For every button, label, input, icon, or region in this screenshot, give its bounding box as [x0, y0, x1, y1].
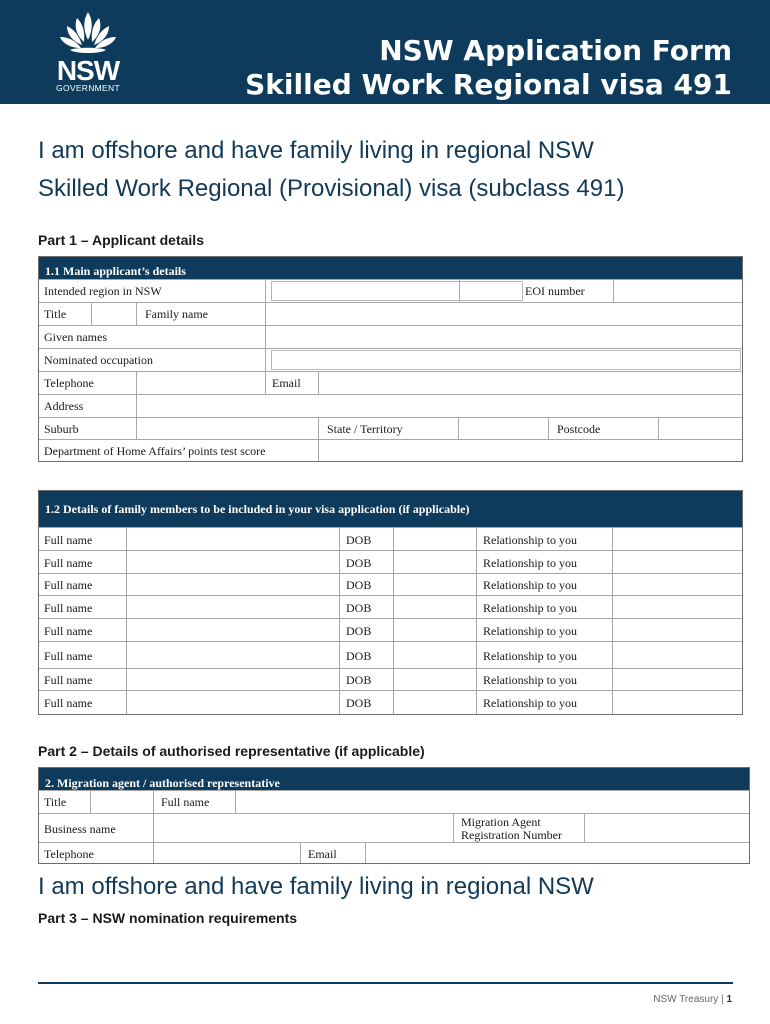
full-name-input[interactable]: [126, 691, 127, 714]
dob-input[interactable]: [393, 528, 394, 550]
full-name-input[interactable]: [126, 619, 127, 641]
page-number: 1: [726, 994, 732, 1005]
family-member-row: [39, 550, 742, 573]
section-header: 2. Migration agent / authorised representative: [39, 768, 749, 790]
form-row: [39, 279, 742, 302]
business-name-label: Business name: [44, 822, 116, 836]
full-name-label: Full name: [44, 578, 93, 592]
marn-label-line2: Registration Number: [461, 828, 562, 842]
form-row: [39, 417, 742, 439]
waratah-icon: [48, 10, 128, 58]
full-name-label: Full name: [44, 556, 93, 570]
full-name-label: Full name: [44, 601, 93, 615]
relationship-input[interactable]: [612, 619, 613, 641]
rep-title-label: Title: [44, 795, 67, 809]
business-name-input[interactable]: [153, 814, 154, 842]
intended-region-input[interactable]: [271, 281, 523, 301]
rep-full-name-label: Full name: [161, 795, 210, 809]
page-heading: I am offshore and have family living in regional NSW: [38, 137, 594, 164]
logo-wordmark: NSW: [56, 55, 120, 86]
part1-title: Part 1 – Applicant details: [38, 232, 204, 248]
form-row: [39, 325, 742, 348]
nominated-occupation-input[interactable]: [271, 350, 741, 370]
main-applicant-form: [38, 256, 743, 462]
visa-heading: Skilled Work Regional (Provisional) visa (subclass 491): [38, 175, 625, 202]
full-name-input[interactable]: [126, 642, 127, 668]
family-member-row: [39, 618, 742, 641]
telephone-input[interactable]: [136, 372, 137, 394]
nominated-occupation-label: Nominated occupation: [44, 353, 153, 367]
marn-label-line1: Migration Agent: [461, 815, 541, 829]
relationship-input[interactable]: [612, 596, 613, 618]
rep-email-label: Email: [308, 847, 337, 861]
relationship-label: Relationship to you: [483, 673, 577, 687]
relationship-label: Relationship to you: [483, 696, 577, 710]
title-label: Title: [44, 307, 67, 321]
postcode-input[interactable]: [658, 418, 659, 439]
family-member-row: [39, 527, 742, 550]
full-name-input[interactable]: [126, 596, 127, 618]
eoi-number-input[interactable]: [613, 280, 614, 302]
dob-label: DOB: [346, 624, 372, 638]
section-header: 1.2 Details of family members to be included in your visa application (if applicable): [39, 491, 742, 527]
dob-label: DOB: [346, 696, 372, 710]
authorised-representative-form: [38, 767, 750, 864]
address-label: Address: [44, 399, 84, 413]
given-names-input[interactable]: [265, 326, 266, 348]
intended-region-label: Intended region in NSW: [44, 284, 162, 298]
dob-input[interactable]: [393, 669, 394, 690]
full-name-input[interactable]: [126, 574, 127, 595]
relationship-label: Relationship to you: [483, 649, 577, 663]
family-member-row: [39, 595, 742, 618]
rep-full-name-input[interactable]: [235, 791, 236, 813]
relationship-input[interactable]: [612, 669, 613, 690]
relationship-input[interactable]: [612, 574, 613, 595]
title-input[interactable]: [91, 303, 92, 325]
relationship-label: Relationship to you: [483, 556, 577, 570]
eoi-number-label: EOI number: [525, 284, 585, 298]
suburb-label: Suburb: [44, 422, 79, 436]
address-input[interactable]: [136, 395, 137, 417]
family-name-label: Family name: [145, 307, 208, 321]
rep-telephone-input[interactable]: [153, 843, 154, 863]
full-name-input[interactable]: [126, 551, 127, 573]
family-member-row: [39, 573, 742, 595]
marn-input[interactable]: [584, 814, 585, 842]
state-label: State / Territory: [327, 422, 403, 436]
form-row: [39, 813, 749, 842]
dob-label: DOB: [346, 556, 372, 570]
dob-input[interactable]: [393, 551, 394, 573]
footer-rule: [38, 982, 733, 984]
family-member-row: [39, 668, 742, 690]
rep-title-input[interactable]: [90, 791, 91, 813]
form-row: [39, 302, 742, 325]
family-member-row: [39, 690, 742, 714]
family-member-row: [39, 641, 742, 668]
full-name-input[interactable]: [126, 528, 127, 550]
footer-text: NSW Treasury |: [653, 994, 724, 1005]
relationship-input[interactable]: [612, 551, 613, 573]
relationship-label: Relationship to you: [483, 533, 577, 547]
form-row: [39, 371, 742, 394]
page-header: [0, 0, 770, 104]
dob-input[interactable]: [393, 642, 394, 668]
nsw-government-logo: [48, 10, 128, 92]
full-name-label: Full name: [44, 673, 93, 687]
full-name-label: Full name: [44, 696, 93, 710]
form-title: NSW Application Form: [379, 34, 732, 67]
points-score-input[interactable]: [318, 440, 319, 461]
part3-heading: I am offshore and have family living in regional NSW: [38, 873, 594, 900]
given-names-label: Given names: [44, 330, 107, 344]
logo-subtitle: GOVERNMENT: [56, 83, 120, 93]
email-input[interactable]: [318, 372, 319, 394]
relationship-input[interactable]: [612, 528, 613, 550]
part2-title: Part 2 – Details of authorised representative (if applicable): [38, 743, 425, 759]
part3-title: Part 3 – NSW nomination requirements: [38, 910, 298, 926]
form-row: [39, 790, 749, 813]
form-subtitle: Skilled Work Regional visa 491: [245, 68, 732, 101]
suburb-input[interactable]: [136, 418, 137, 439]
dob-label: DOB: [346, 673, 372, 687]
form-row: [39, 439, 742, 461]
section-header: 1.1 Main applicant’s details: [39, 257, 742, 279]
dob-input[interactable]: [393, 596, 394, 618]
form-row: [39, 348, 742, 371]
relationship-input[interactable]: [612, 642, 613, 668]
rep-telephone-label: Telephone: [44, 847, 94, 861]
dob-label: DOB: [346, 649, 372, 663]
state-input[interactable]: [458, 418, 459, 439]
form-row: [39, 842, 749, 863]
relationship-label: Relationship to you: [483, 578, 577, 592]
form-row: [39, 394, 742, 417]
relationship-input[interactable]: [612, 691, 613, 714]
dob-input[interactable]: [393, 691, 394, 714]
dob-label: DOB: [346, 601, 372, 615]
full-name-input[interactable]: [126, 669, 127, 690]
postcode-label: Postcode: [557, 422, 601, 436]
dob-label: DOB: [346, 578, 372, 592]
dob-input[interactable]: [393, 619, 394, 641]
telephone-label: Telephone: [44, 376, 94, 390]
rep-email-input[interactable]: [365, 843, 366, 863]
email-label: Email: [272, 376, 301, 390]
full-name-label: Full name: [44, 649, 93, 663]
family-members-form: [38, 490, 743, 715]
dob-label: DOB: [346, 533, 372, 547]
family-name-input[interactable]: [265, 303, 266, 325]
full-name-label: Full name: [44, 533, 93, 547]
points-score-label: Department of Home Affairs’ points test score: [44, 444, 266, 458]
relationship-label: Relationship to you: [483, 601, 577, 615]
footer: [653, 994, 732, 1005]
dob-input[interactable]: [393, 574, 394, 595]
full-name-label: Full name: [44, 624, 93, 638]
relationship-label: Relationship to you: [483, 624, 577, 638]
